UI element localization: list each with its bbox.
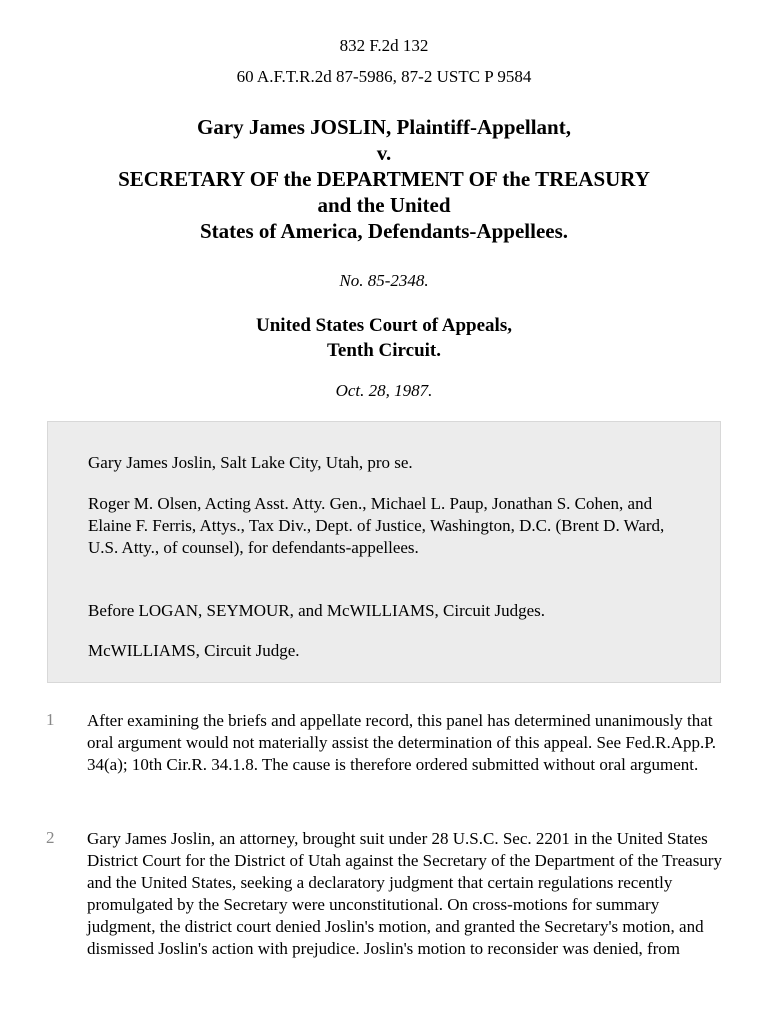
- court-name: [0, 313, 768, 363]
- opinion-author: McWILLIAMS, Circuit Judge.: [88, 641, 300, 660]
- caption-versus: v.: [376, 141, 392, 165]
- appellant-counsel: Gary James Joslin, Salt Lake City, Utah, pro se.: [88, 453, 413, 472]
- caption-defendant-line2: and the United: [317, 193, 451, 217]
- reporter-citation: 832 F.2d 132: [339, 36, 429, 55]
- panel-judges: Before LOGAN, SEYMOUR, and McWILLIAMS, Circuit Judges.: [88, 601, 546, 620]
- appellees-counsel: Roger M. Olsen, Acting Asst. Atty. Gen., Michael L. Paup, Jonathan S. Cohen, and Elaine F. Ferris, Attys., Tax Div., Dept. of Justice, Washington, D.C. (Brent D. Ward, U.S. Atty., of counsel), for defendants-appellees.: [88, 494, 665, 557]
- court-line2: Tenth Circuit.: [326, 340, 442, 361]
- docket-number: No. 85-2348.: [339, 271, 429, 290]
- caption-defendant-line3: States of America, Defendants-Appellees.: [199, 219, 569, 243]
- parallel-citation: 60 A.F.T.R.2d 87-5986, 87-2 USTC P 9584: [236, 67, 532, 86]
- paragraph-text: After examining the briefs and appellate record, this panel has determined unanimously that oral argument would not materially assist the determination of this appeal. See Fed.R.App.P. 34(a); 10th Cir.R. 34.1.8. The cause is therefore ordered submitted without oral argument.: [87, 711, 717, 774]
- decision-date: Oct. 28, 1987.: [335, 381, 433, 400]
- caption-defendant-line1: SECRETARY OF the DEPARTMENT OF the TREASURY: [118, 167, 650, 191]
- paragraph-text: Gary James Joslin, an attorney, brought suit under 28 U.S.C. Sec. 2201 in the United States District Court for the District of Utah against the Secretary of the Department of the Treasury and the United States, seeking a declaratory judgment that certain regulations recently promulgated by the Secretary were unconstitutional. On cross-motions for summary judgment, the district court denied Joslin's motion, and granted the Secretary's motion, and dismissed Joslin's action with prejudice. Joslin's motion to reconsider was denied, from: [87, 829, 722, 958]
- paragraph-number: 2: [46, 828, 55, 847]
- paragraph-number: 1: [46, 710, 55, 729]
- court-line1: United States Court of Appeals,: [256, 315, 512, 336]
- counsel-box: [47, 421, 721, 683]
- caption-plaintiff: Gary James JOSLIN, Plaintiff-Appellant,: [197, 115, 571, 139]
- case-caption: [40, 114, 728, 244]
